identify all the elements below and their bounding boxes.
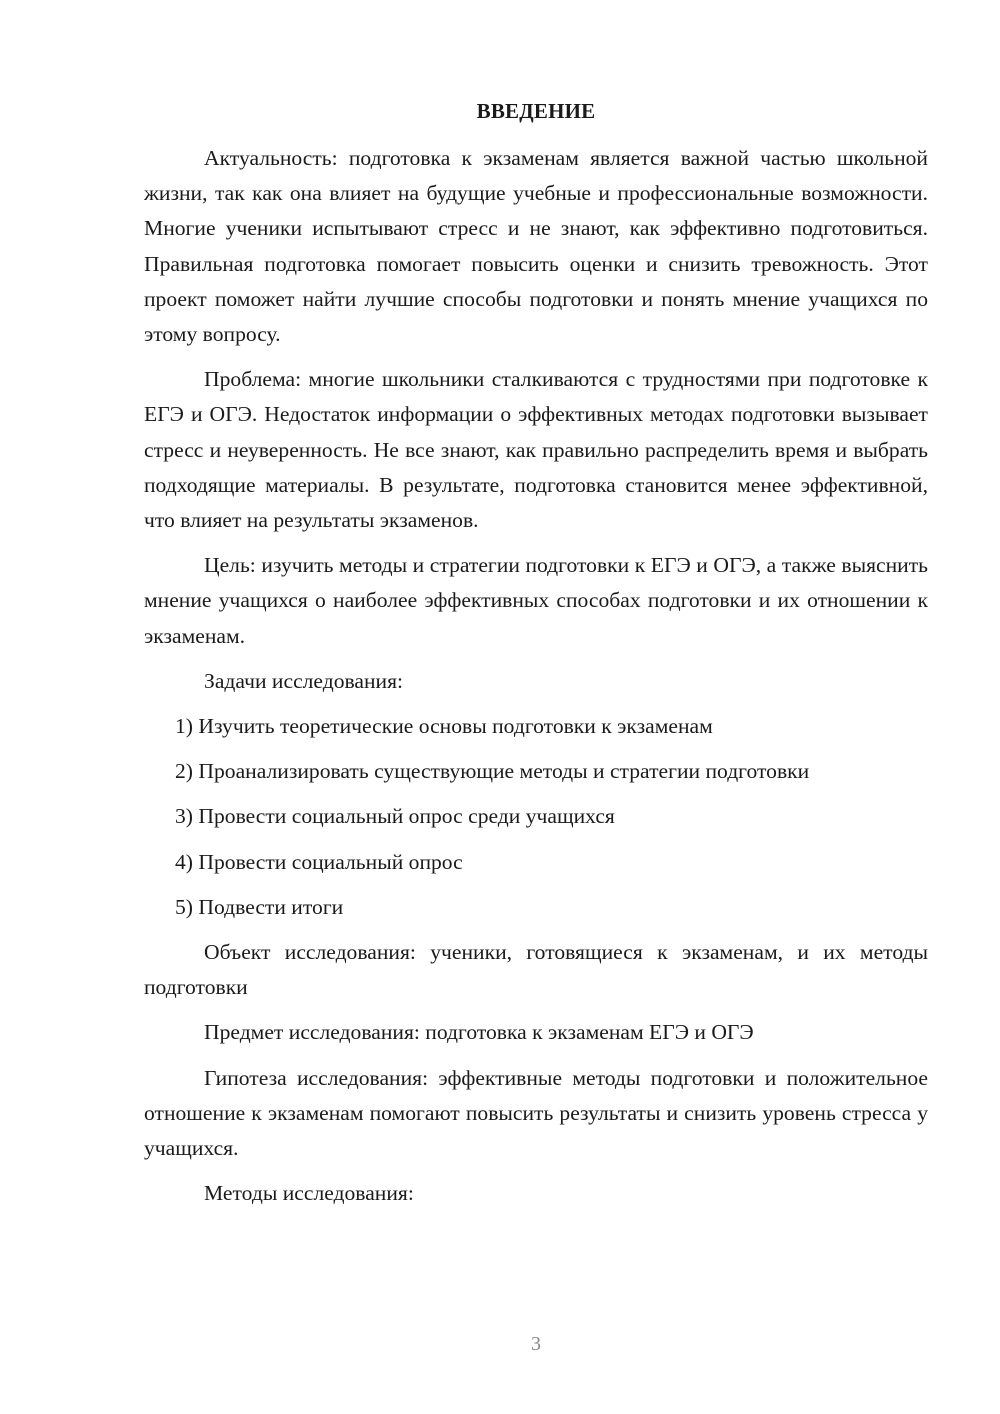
subject-paragraph: Предмет исследования: подготовка к экзаменам ЕГЭ и ОГЭ xyxy=(204,1020,754,1045)
list-item: 3) Провести социальный опрос среди учащихся xyxy=(175,804,615,829)
tasks-heading: Задачи исследования: xyxy=(204,668,404,693)
document-body xyxy=(144,141,928,1221)
object-paragraph: Объект исследования: ученики, готовящиеся к экзаменам, и их методы подготовки xyxy=(144,940,928,1000)
relevance-paragraph: Актуальность: подготовка к экзаменам является важной частью школьной жизни, так как она влияет на будущие учебные и профессиональные возможности. Многие ученики испытывают стресс и не знают, как эффективно подготовиться. Правильная подготовка помогает повысить оценки и снизить тревожность. Этот проект поможет найти лучшие способы подготовки и понять мнение учащихся по этому вопросу. xyxy=(144,146,928,347)
tasks-list xyxy=(144,709,928,925)
list-item: 1) Изучить теоретические основы подготовки к экзаменам xyxy=(175,714,713,739)
list-item: 4) Провести социальный опрос xyxy=(175,849,463,874)
section-title: ВВЕДЕНИЕ xyxy=(476,99,596,123)
hypothesis-paragraph: Гипотеза исследования: эффективные методы подготовки и положительное отношение к экзаменам помогают повысить результаты и снизить уровень стресса у учащихся. xyxy=(144,1065,928,1161)
problem-paragraph: Проблема: многие школьники сталкиваются с трудностями при подготовке к ЕГЭ и ОГЭ. Недостаток информации о эффективных методах подготовки вызывает стресс и неуверенность. Не все знают, как правильно распределить время и выбрать подходящие материалы. В результате, подготовка становится менее эффективной, что влияет на результаты экзаменов. xyxy=(144,367,928,533)
goal-paragraph: Цель: изучить методы и стратегии подготовки к ЕГЭ и ОГЭ, а также выяснить мнение учащихся о наиболее эффективных способах подготовки и их отношении к экзаменам. xyxy=(144,553,928,648)
list-item: 2) Проанализировать существующие методы и стратегии подготовки xyxy=(175,759,810,784)
methods-heading: Методы исследования: xyxy=(204,1181,414,1206)
list-item: 5) Подвести итоги xyxy=(175,894,344,919)
page-number: 3 xyxy=(531,1333,541,1355)
